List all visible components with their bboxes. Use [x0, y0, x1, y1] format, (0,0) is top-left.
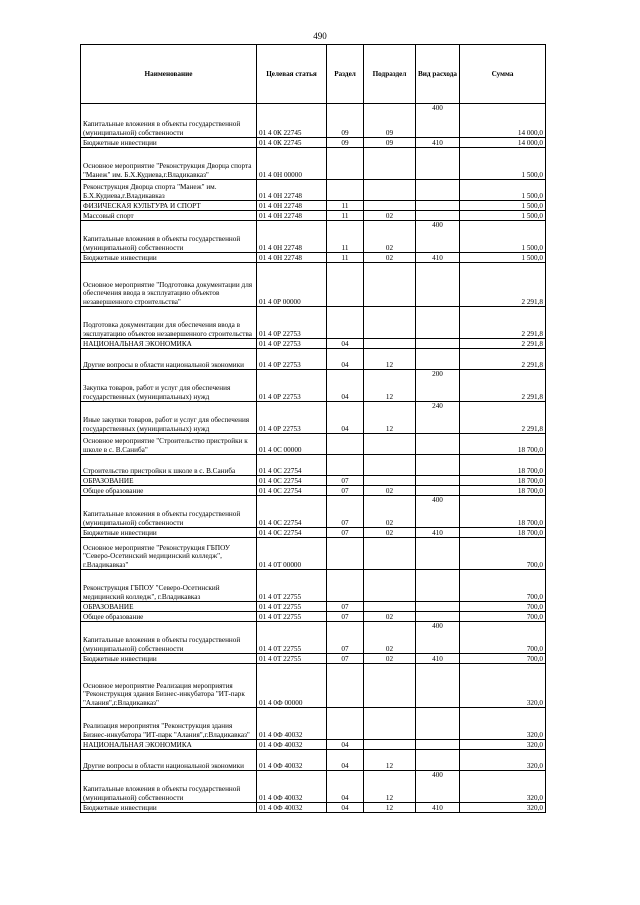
row-expense-type: 240	[416, 402, 460, 434]
row-expense-type	[416, 750, 460, 771]
row-name: Капитальные вложения в объекты государственной (муниципальной) собственности	[81, 771, 257, 803]
row-section: 04	[327, 803, 364, 813]
row-section	[327, 538, 364, 570]
row-section	[327, 708, 364, 740]
row-sum: 18 700,0	[460, 486, 546, 496]
row-subsection	[364, 201, 416, 211]
row-section: 07	[327, 612, 364, 622]
row-name: Бюджетные инвестиции	[81, 654, 257, 664]
table-row	[81, 771, 546, 803]
row-subsection	[364, 476, 416, 486]
row-expense-type	[416, 148, 460, 180]
row-section: 04	[327, 740, 364, 750]
row-expense-type	[416, 602, 460, 612]
row-target-article: 01 4 0Н 22748	[257, 201, 327, 211]
table-row	[81, 253, 546, 263]
table-row	[81, 528, 546, 538]
row-section: 04	[327, 349, 364, 370]
row-name: Капитальные вложения в объекты государственной (муниципальной) собственности	[81, 622, 257, 654]
row-sum: 700,0	[460, 622, 546, 654]
row-sum: 18 700,0	[460, 476, 546, 486]
table-row	[81, 622, 546, 654]
row-target-article: 01 4 0Н 22748	[257, 253, 327, 263]
row-section: 04	[327, 402, 364, 434]
row-subsection	[364, 602, 416, 612]
table-row	[81, 486, 546, 496]
row-name: Общее образование	[81, 612, 257, 622]
row-sum: 2 291,8	[460, 349, 546, 370]
row-name: Основное мероприятие "Строительство пристройки к школе в с. В.Саниба"	[81, 434, 257, 455]
row-expense-type: 410	[416, 803, 460, 813]
row-subsection: 09	[364, 104, 416, 138]
row-target-article: 01 4 0Т 22755	[257, 612, 327, 622]
row-name: Другие вопросы в области национальной экономики	[81, 750, 257, 771]
row-subsection	[364, 455, 416, 476]
table-header-row	[81, 45, 546, 104]
row-expense-type	[416, 570, 460, 602]
row-section: 09	[327, 138, 364, 148]
row-sum: 320,0	[460, 750, 546, 771]
row-expense-type	[416, 307, 460, 339]
row-name: Капитальные вложения в объекты государственной (муниципальной) собственности	[81, 221, 257, 253]
row-name: Реконструкция ГБПОУ "Северо-Осетинский медицинский колледж", г.Владикавказ	[81, 570, 257, 602]
table-row	[81, 602, 546, 612]
row-subsection	[364, 148, 416, 180]
row-target-article: 01 4 0Р 22753	[257, 402, 327, 434]
row-target-article: 01 4 0Т 22755	[257, 654, 327, 664]
row-expense-type: 410	[416, 138, 460, 148]
row-name: Подготовка документации для обеспечения ввода в эксплуатацию объектов незавершенного строительства	[81, 307, 257, 339]
row-subsection: 02	[364, 654, 416, 664]
row-expense-type: 400	[416, 104, 460, 138]
row-sum: 1 500,0	[460, 148, 546, 180]
row-expense-type	[416, 263, 460, 307]
row-subsection: 12	[364, 370, 416, 402]
page-number: 490	[313, 31, 327, 41]
row-target-article: 01 4 0К 22745	[257, 104, 327, 138]
row-target-article: 01 4 0Т 22755	[257, 622, 327, 654]
table-row	[81, 211, 546, 221]
row-sum: 700,0	[460, 538, 546, 570]
row-target-article: 01 4 0Т 22755	[257, 602, 327, 612]
table-row	[81, 654, 546, 664]
row-expense-type: 400	[416, 622, 460, 654]
row-expense-type: 400	[416, 221, 460, 253]
row-target-article: 01 4 0Т 22755	[257, 570, 327, 602]
row-subsection	[364, 434, 416, 455]
table-row	[81, 455, 546, 476]
row-section	[327, 180, 364, 201]
row-target-article: 01 4 0Н 22748	[257, 221, 327, 253]
table-row	[81, 708, 546, 740]
table-row	[81, 263, 546, 307]
row-sum: 1 500,0	[460, 180, 546, 201]
row-section	[327, 570, 364, 602]
row-target-article: 01 4 0Р 22753	[257, 370, 327, 402]
row-section: 11	[327, 211, 364, 221]
row-expense-type	[416, 455, 460, 476]
row-expense-type	[416, 201, 460, 211]
row-sum: 700,0	[460, 654, 546, 664]
row-expense-type	[416, 538, 460, 570]
row-subsection	[364, 180, 416, 201]
row-subsection: 12	[364, 402, 416, 434]
row-target-article: 01 4 0Ф 40032	[257, 750, 327, 771]
row-subsection: 02	[364, 253, 416, 263]
row-expense-type: 200	[416, 370, 460, 402]
row-section: 04	[327, 370, 364, 402]
row-section	[327, 307, 364, 339]
row-sum: 2 291,8	[460, 263, 546, 307]
header-name: Наименование	[81, 45, 257, 104]
row-section: 11	[327, 221, 364, 253]
row-subsection: 09	[364, 138, 416, 148]
table-row	[81, 538, 546, 570]
row-name: Строительство пристройки к школе в с. В.Саниба	[81, 455, 257, 476]
row-target-article: 01 4 0Ф 00000	[257, 664, 327, 708]
row-section: 07	[327, 528, 364, 538]
budget-table	[80, 44, 546, 813]
row-sum: 2 291,8	[460, 402, 546, 434]
row-expense-type: 400	[416, 771, 460, 803]
row-subsection: 02	[364, 486, 416, 496]
row-subsection	[364, 740, 416, 750]
row-target-article: 01 4 0С 22754	[257, 496, 327, 528]
table-row	[81, 221, 546, 253]
row-expense-type	[416, 211, 460, 221]
row-target-article: 01 4 0Н 22748	[257, 211, 327, 221]
row-sum: 320,0	[460, 664, 546, 708]
row-target-article: 01 4 0Р 00000	[257, 263, 327, 307]
table-row	[81, 307, 546, 339]
row-name: Основное мероприятие "Реконструкция ГБПОУ "Северо-Осетинский медицинский колледж", г.Владикавказ"	[81, 538, 257, 570]
row-section: 07	[327, 486, 364, 496]
row-name: Реконструкция Дворца спорта "Манеж" им. Б.Х.Кудиева,г.Владикавказ	[81, 180, 257, 201]
row-section: 07	[327, 654, 364, 664]
row-expense-type	[416, 476, 460, 486]
row-section: 07	[327, 476, 364, 486]
row-target-article: 01 4 0Ф 40032	[257, 708, 327, 740]
row-subsection	[364, 664, 416, 708]
row-expense-type: 410	[416, 528, 460, 538]
row-name: Закупка товаров, работ и услуг для обеспечения государственных (муниципальных) нужд	[81, 370, 257, 402]
row-expense-type	[416, 339, 460, 349]
row-section: 11	[327, 253, 364, 263]
row-section: 11	[327, 201, 364, 211]
table-row	[81, 740, 546, 750]
row-sum: 320,0	[460, 740, 546, 750]
row-expense-type	[416, 612, 460, 622]
row-expense-type	[416, 740, 460, 750]
row-target-article: 01 4 0Ф 40032	[257, 771, 327, 803]
row-sum: 1 500,0	[460, 253, 546, 263]
row-name: ОБРАЗОВАНИЕ	[81, 476, 257, 486]
row-sum: 2 291,8	[460, 370, 546, 402]
row-target-article: 01 4 0С 22754	[257, 455, 327, 476]
row-section: 04	[327, 339, 364, 349]
row-section	[327, 263, 364, 307]
table-row	[81, 664, 546, 708]
row-subsection: 12	[364, 349, 416, 370]
row-target-article: 01 4 0Р 22753	[257, 339, 327, 349]
row-target-article: 01 4 0С 22754	[257, 476, 327, 486]
row-subsection: 02	[364, 211, 416, 221]
table-row	[81, 803, 546, 813]
row-name: Иные закупки товаров, работ и услуг для обеспечения государственных (муниципальных) нужд	[81, 402, 257, 434]
row-sum: 18 700,0	[460, 455, 546, 476]
row-section: 07	[327, 622, 364, 654]
row-subsection: 12	[364, 750, 416, 771]
row-name: Бюджетные инвестиции	[81, 138, 257, 148]
row-name: Капитальные вложения в объекты государственной (муниципальной) собственности	[81, 496, 257, 528]
row-sum: 2 291,8	[460, 339, 546, 349]
row-expense-type: 410	[416, 253, 460, 263]
row-sum: 1 500,0	[460, 211, 546, 221]
row-section: 04	[327, 750, 364, 771]
row-target-article: 01 4 0Р 22753	[257, 307, 327, 339]
row-sum: 14 000,0	[460, 138, 546, 148]
row-target-article: 01 4 0Р 22753	[257, 349, 327, 370]
row-target-article: 01 4 0С 00000	[257, 434, 327, 455]
row-name: Основное мероприятие "Подготовка документации для обеспечения ввода в эксплуатацию объектов незавершенного строительства"	[81, 263, 257, 307]
row-section	[327, 664, 364, 708]
row-subsection	[364, 263, 416, 307]
row-expense-type	[416, 486, 460, 496]
row-expense-type	[416, 180, 460, 201]
row-name: Бюджетные инвестиции	[81, 253, 257, 263]
row-subsection: 12	[364, 771, 416, 803]
row-name: Общее образование	[81, 486, 257, 496]
table-row	[81, 476, 546, 486]
row-subsection	[364, 538, 416, 570]
row-section	[327, 434, 364, 455]
row-expense-type	[416, 664, 460, 708]
row-name: Основное мероприятие "Реконструкция Дворца спорта "Манеж" им. Б.Х.Кудиева,г.Владикавказ"	[81, 148, 257, 180]
header-expense-type: Вид расхода	[416, 45, 460, 104]
row-target-article: 01 4 0С 22754	[257, 528, 327, 538]
row-sum: 14 000,0	[460, 104, 546, 138]
header-sum: Сумма	[460, 45, 546, 104]
table-row	[81, 570, 546, 602]
row-expense-type: 410	[416, 654, 460, 664]
row-sum: 320,0	[460, 708, 546, 740]
row-name: Массовый спорт	[81, 211, 257, 221]
row-target-article: 01 4 0С 22754	[257, 486, 327, 496]
row-section: 09	[327, 104, 364, 138]
table-row	[81, 339, 546, 349]
row-sum: 320,0	[460, 771, 546, 803]
row-expense-type	[416, 708, 460, 740]
row-subsection: 12	[364, 803, 416, 813]
row-section: 04	[327, 771, 364, 803]
table-row	[81, 496, 546, 528]
table-row	[81, 201, 546, 211]
row-target-article: 01 4 0Н 22748	[257, 180, 327, 201]
row-sum: 2 291,8	[460, 307, 546, 339]
row-subsection: 02	[364, 528, 416, 538]
table-row	[81, 148, 546, 180]
row-target-article: 01 4 0К 22745	[257, 138, 327, 148]
table-row	[81, 750, 546, 771]
row-name: Бюджетные инвестиции	[81, 528, 257, 538]
header-subsection: Подраздел	[364, 45, 416, 104]
row-expense-type	[416, 434, 460, 455]
row-subsection: 02	[364, 612, 416, 622]
table-row	[81, 434, 546, 455]
table-row	[81, 180, 546, 201]
row-section: 07	[327, 496, 364, 528]
row-name: Бюджетные инвестиции	[81, 803, 257, 813]
row-expense-type: 400	[416, 496, 460, 528]
row-name: ФИЗИЧЕСКАЯ КУЛЬТУРА И СПОРТ	[81, 201, 257, 211]
row-sum: 320,0	[460, 803, 546, 813]
row-subsection	[364, 570, 416, 602]
row-sum: 1 500,0	[460, 221, 546, 253]
row-sum: 700,0	[460, 612, 546, 622]
row-subsection	[364, 339, 416, 349]
row-section	[327, 148, 364, 180]
table-row	[81, 104, 546, 138]
row-sum: 700,0	[460, 570, 546, 602]
row-subsection: 02	[364, 496, 416, 528]
row-subsection	[364, 708, 416, 740]
row-section: 07	[327, 602, 364, 612]
row-sum: 700,0	[460, 602, 546, 612]
table-row	[81, 370, 546, 402]
row-name: Другие вопросы в области национальной экономики	[81, 349, 257, 370]
row-sum: 18 700,0	[460, 496, 546, 528]
row-subsection: 02	[364, 221, 416, 253]
row-expense-type	[416, 349, 460, 370]
table-row	[81, 138, 546, 148]
row-target-article: 01 4 0Н 00000	[257, 148, 327, 180]
row-name: Реализация мероприятия "Реконструкция здания Бизнес-инкубатора "ИТ-парк "Алания",г.Владикавказ"	[81, 708, 257, 740]
row-name: ОБРАЗОВАНИЕ	[81, 602, 257, 612]
table-row	[81, 349, 546, 370]
row-section	[327, 455, 364, 476]
row-subsection: 02	[364, 622, 416, 654]
row-name: Капитальные вложения в объекты государственной (муниципальной) собственности	[81, 104, 257, 138]
row-name: НАЦИОНАЛЬНАЯ ЭКОНОМИКА	[81, 339, 257, 349]
row-target-article: 01 4 0Ф 40032	[257, 803, 327, 813]
row-target-article: 01 4 0Т 00000	[257, 538, 327, 570]
row-subsection	[364, 307, 416, 339]
row-sum: 18 700,0	[460, 434, 546, 455]
row-name: НАЦИОНАЛЬНАЯ ЭКОНОМИКА	[81, 740, 257, 750]
header-section: Раздел	[327, 45, 364, 104]
row-target-article: 01 4 0Ф 40032	[257, 740, 327, 750]
row-sum: 18 700,0	[460, 528, 546, 538]
table-row	[81, 402, 546, 434]
row-name: Основное мероприятие Реализация мероприятия "Реконструкция здания Бизнес-инкубатора "ИТ-парк "Алания",г.Владикавказ"	[81, 664, 257, 708]
table-row	[81, 612, 546, 622]
row-sum: 1 500,0	[460, 201, 546, 211]
header-target-article: Целевая статья	[257, 45, 327, 104]
